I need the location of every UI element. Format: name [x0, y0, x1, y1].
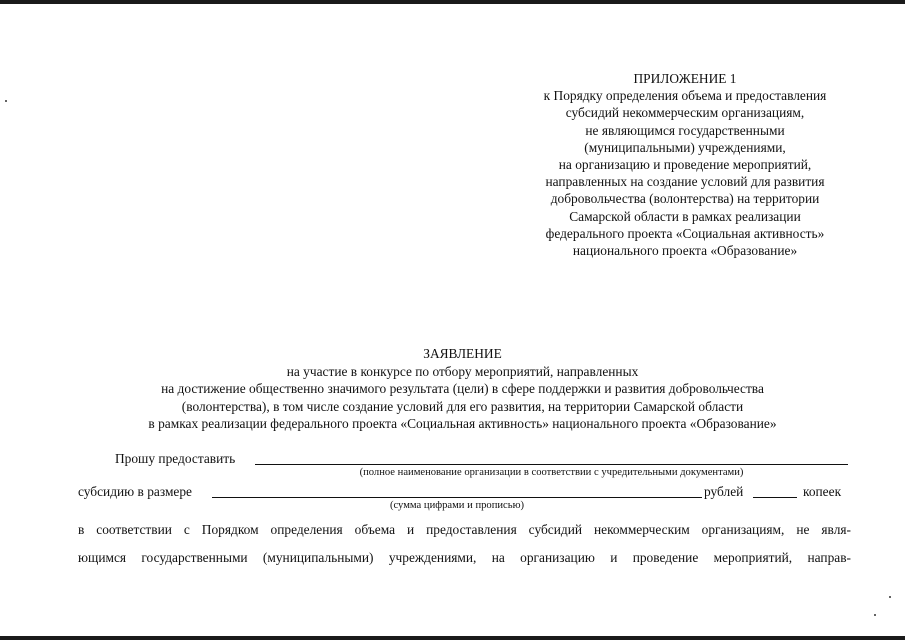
- appendix-line: направленных на создание условий для развития: [545, 174, 825, 190]
- appendix-line: не являющимся государственными: [585, 122, 785, 138]
- organization-name-field[interactable]: [255, 464, 848, 465]
- sum-hint: (сумма цифрами и прописью): [389, 500, 525, 511]
- statement-subtitle-line: на достижение общественно значимого результата (цели) в сфере поддержки и развития добровольчества: [161, 381, 764, 396]
- scan-speck: [874, 614, 876, 616]
- appendix-line: к Порядку определения объема и предоставления: [543, 88, 827, 104]
- subsidy-amount-field[interactable]: [212, 497, 702, 498]
- scan-bottom-edge: [0, 636, 905, 640]
- scan-top-edge: [0, 0, 905, 4]
- scan-speck: [5, 100, 7, 102]
- organization-name-hint: (полное наименование организации в соответствии с учредительными документами): [359, 467, 744, 478]
- appendix-block: [520, 70, 850, 259]
- appendix-line: субсидий некоммерческим организациям,: [565, 105, 805, 121]
- statement-subtitle-line: (волонтерства), в том числе создание условий для его развития, на территории Самарской области: [181, 398, 744, 414]
- appendix-line: федерального проекта «Социальная активность»: [545, 225, 825, 241]
- statement-subtitle-line: на участие в конкурсе по отбору мероприятий, направленных: [286, 363, 639, 379]
- appendix-line: национального проекта «Образование»: [572, 243, 798, 259]
- kopecks-field[interactable]: [753, 497, 797, 498]
- statement-title: ЗАЯВЛЕНИЕ: [423, 346, 502, 361]
- appendix-line: (муниципальными) учреждениями,: [584, 139, 786, 155]
- subsidy-label: субсидию в размере: [78, 484, 193, 499]
- appendix-line: добровольчества (волонтерства) на территории: [550, 191, 820, 207]
- appendix-line: на организацию и проведение мероприятий,: [558, 157, 812, 173]
- rubles-label: рублей: [704, 484, 744, 499]
- statement-subtitle-line: в рамках реализации федерального проекта «Социальная активность» национального проекта «Образование»: [148, 416, 777, 431]
- scan-speck: [889, 596, 891, 598]
- body-text-line: в соответствии с Порядком определения объема и предоставления субсидий некоммерческим организациям, не явля-: [78, 522, 851, 537]
- kopecks-label: копеек: [803, 484, 842, 499]
- appendix-title: ПРИЛОЖЕНИЕ 1: [633, 71, 737, 86]
- request-label: Прошу предоставить: [115, 451, 236, 466]
- statement-heading: [40, 345, 885, 433]
- appendix-line: Самарской области в рамках реализации: [569, 208, 801, 224]
- body-text-line: ющимся государственными (муниципальными) учреждениями, на организацию и проведение мероприятий, направ-: [78, 550, 851, 565]
